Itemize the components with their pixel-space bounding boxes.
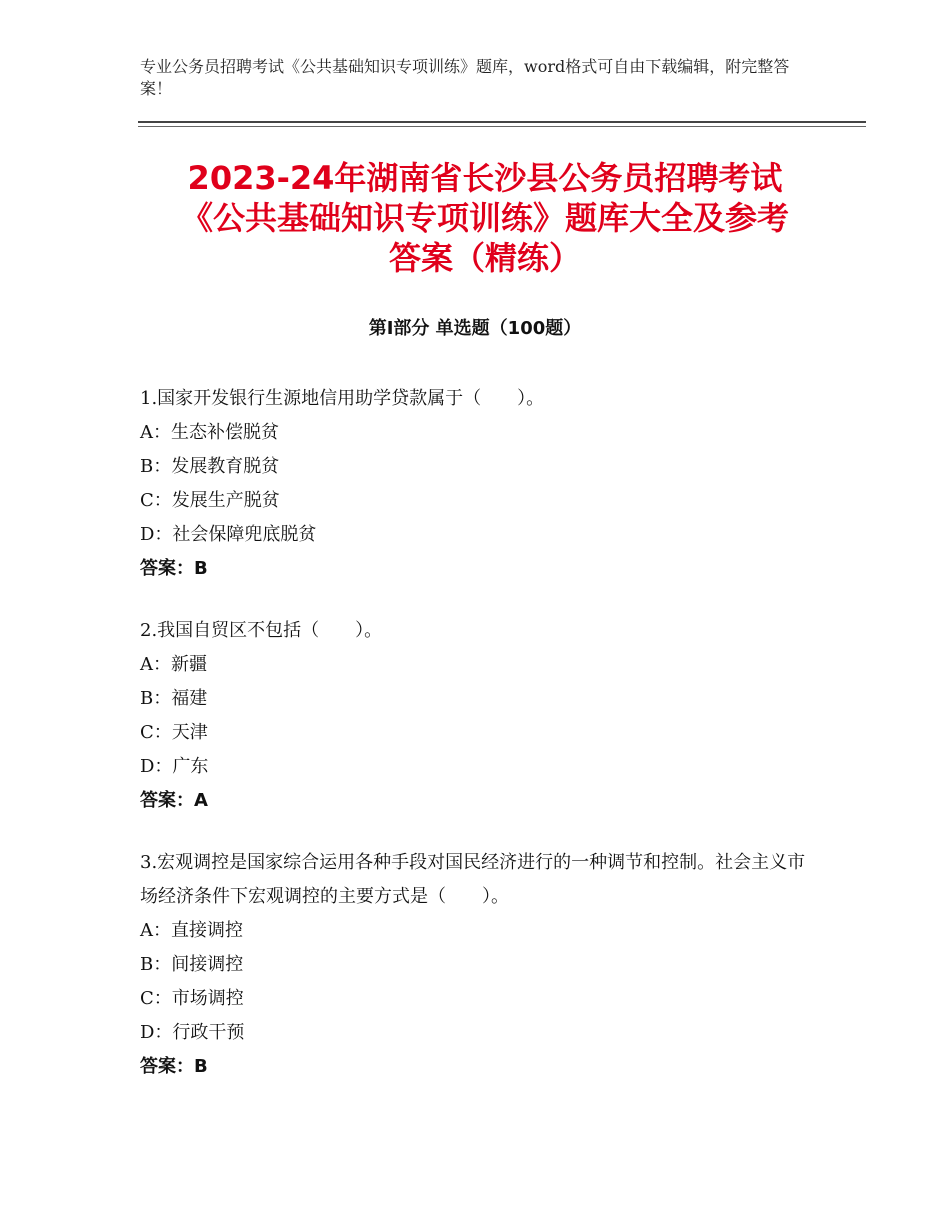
answer: 答案：B — [140, 1056, 208, 1077]
header-divider-thin — [138, 126, 866, 127]
question-1 — [140, 382, 820, 586]
title-line-2: 《公共基础知识专项训练》题库大全及参考 — [180, 199, 789, 237]
option-d: D：社会保障兜底脱贫 — [140, 524, 317, 545]
question-stem: 3.宏观调控是国家综合运用各种手段对国民经济进行的一种调节和控制。社会主义市场经济条件下宏观调控的主要方式是（ ）。 — [140, 852, 806, 907]
question-list — [140, 382, 820, 1112]
answer: 答案：A — [140, 790, 208, 811]
header-divider-thick — [138, 121, 866, 123]
header-note: 专业公务员招聘考试《公共基础知识专项训练》题库，word格式可自由下载编辑，附完整答案！ — [140, 57, 790, 98]
option-b: B：间接调控 — [140, 954, 244, 975]
option-c: C：市场调控 — [140, 988, 244, 1009]
option-c: C：天津 — [140, 722, 208, 743]
option-a: A：新疆 — [140, 654, 207, 675]
document-title — [120, 158, 850, 278]
section-title: 第Ⅰ部分 单选题（100题） — [368, 318, 582, 339]
answer: 答案：B — [140, 558, 208, 579]
option-d: D：广东 — [140, 756, 209, 777]
question-stem: 1.国家开发银行生源地信用助学贷款属于（ ）。 — [140, 388, 545, 409]
title-line-1: 2023-24年湖南省长沙县公务员招聘考试 — [187, 159, 783, 197]
question-2 — [140, 614, 820, 818]
option-a: A：直接调控 — [140, 920, 243, 941]
option-c: C：发展生产脱贫 — [140, 490, 280, 511]
question-3 — [140, 846, 820, 1084]
title-line-3: 答案（精练） — [388, 239, 581, 277]
question-stem: 2.我国自贸区不包括（ ）。 — [140, 620, 383, 641]
option-b: B：发展教育脱贫 — [140, 456, 280, 477]
option-b: B：福建 — [140, 688, 208, 709]
option-d: D：行政干预 — [140, 1022, 245, 1043]
option-a: A：生态补偿脱贫 — [140, 422, 279, 443]
